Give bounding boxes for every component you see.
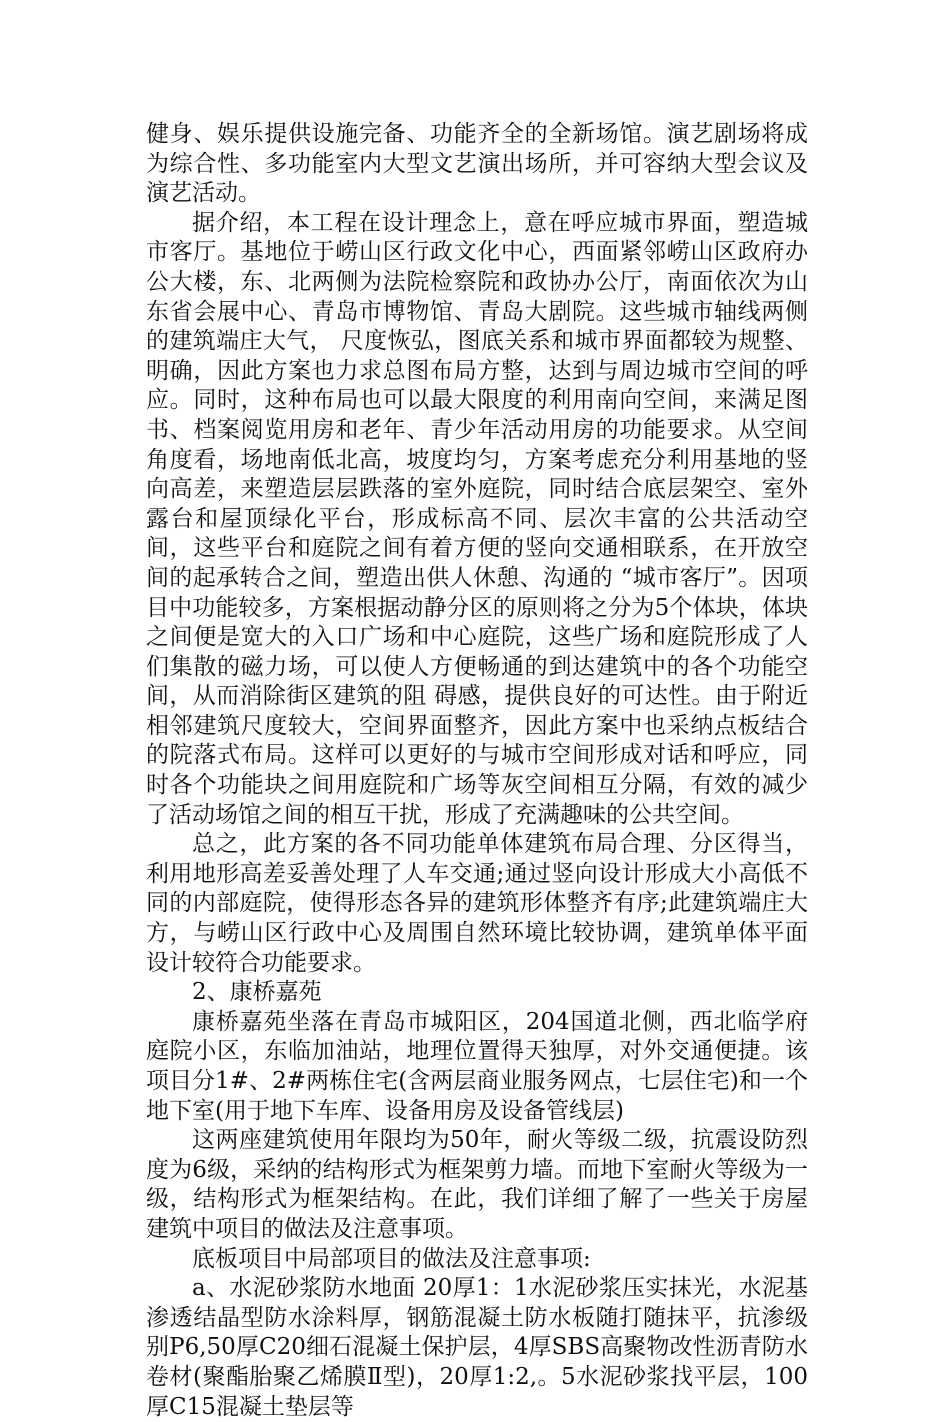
paragraph-conclusion: 总之，此方案的各不同功能单体建筑布局合理、分区得当，利用地形高差妥善处理了人车交通;通过竖向设计形成大小高低不同的内部庭院，使得形态各异的建筑形体整齐有序;此建筑端庄大方，与崂山区行政中心及周围自然环境比较协调，建筑单体平面设计较符合功能要求。 <box>146 831 808 976</box>
paragraph-project-location: 康桥嘉苑坐落在青岛市城阳区，204国道北侧，西北临学府庭院小区，东临加油站，地理位置得天独厚，对外交通便捷。该项目分1#、2#两栋住宅(含两层商业服务网点，七层住宅)和一个地下室(用于地下车库、设备用房及设备管线层) <box>146 1008 808 1124</box>
section-heading-kangqiao-jiayuan: 2、康桥嘉苑 <box>192 979 322 1006</box>
paragraph-venue-summary: 健身、娱乐提供设施完备、功能齐全的全新场馆。演艺剧场将成为综合性、多功能室内大型文艺演出场所，并可容纳大型会议及演艺活动。 <box>146 121 808 207</box>
paragraph-design-concept: 据介绍，本工程在设计理念上，意在呼应城市界面，塑造城市客厅。基地位于崂山区行政文化中心，西面紧邻崂山区政府办公大楼，东、北两侧为法院检察院和政协办公厅，南面依次为山东省会展中心、青岛市博物馆、青岛大剧院。这些城市轴线两侧的建筑端庄大气， 尺度恢弘，图底关系和城市界面都较为规整、明确，因此方案也力求总图布局方整，达到与周边城市空间的呼应。同时，这种布局也可以最大限度的利用南向空间，来满足图书、档案阅览用房和老年、青少年活动用房的功能要求。从空间角度看，场地南低北高，坡度均匀，方案考虑充分利用基地的竖向高差，来塑造层层跌落的室外庭院，同时结合底层架空、室外露台和屋顶绿化平台，形成标高不同、层次丰富的公共活动空间，这些平台和庭院之间有着方便的竖向交通相联系，在开放空间的起承转合之间，塑造出供人休憩、沟通的 “城市客厅”。因项目中功能较多，方案根据动静分区的原则将之分为5个体块，体块之间便是宽大的入口广场和中心庭院，这些广场和庭院形成了人们集散的磁力场，可以使人方便畅通的到达建筑中的各个功能空间，从而消除街区建筑的阻 碍感，提供良好的可达性。由于附近相邻建筑尺度较大，空间界面整齐，因此方案中也采纳点板结合的院落式布局。这样可以更好的与城市空间形成对话和呼应，同时各个功能块之间用庭院和广场等灰空间相互分隔，有效的减少了活动场馆之间的相互干扰，形成了充满趣味的公共空间。 <box>146 209 808 828</box>
paragraph-waterproof-floor: a、水泥砂浆防水地面 20厚1：1水泥砂浆压实抹光，水泥基渗透结晶型防水涂料厚，钢筋混凝土防水板随打随抹平，抗渗级别P6,50厚C20细石混凝土保护层，4厚SBS高聚物改性沥青防水卷材(聚酯胎聚乙烯膜Ⅱ型)，20厚1:2,。5水泥砂浆找平层，100厚C15混凝土垫层等 <box>146 1275 808 1420</box>
document-page <box>146 120 808 1422</box>
paragraph-building-specs: 这两座建筑使用年限均为50年，耐火等级二级，抗震设防烈度为6级，采纳的结构形式为框架剪力墙。而地下室耐火等级为一级，结构形式为框架结构。在此，我们详细了解了一些关于房屋建筑中项目的做法及注意事项。 <box>146 1127 808 1242</box>
paragraph-floor-slab-intro: 底板项目中局部项目的做法及注意事项: <box>192 1245 591 1272</box>
